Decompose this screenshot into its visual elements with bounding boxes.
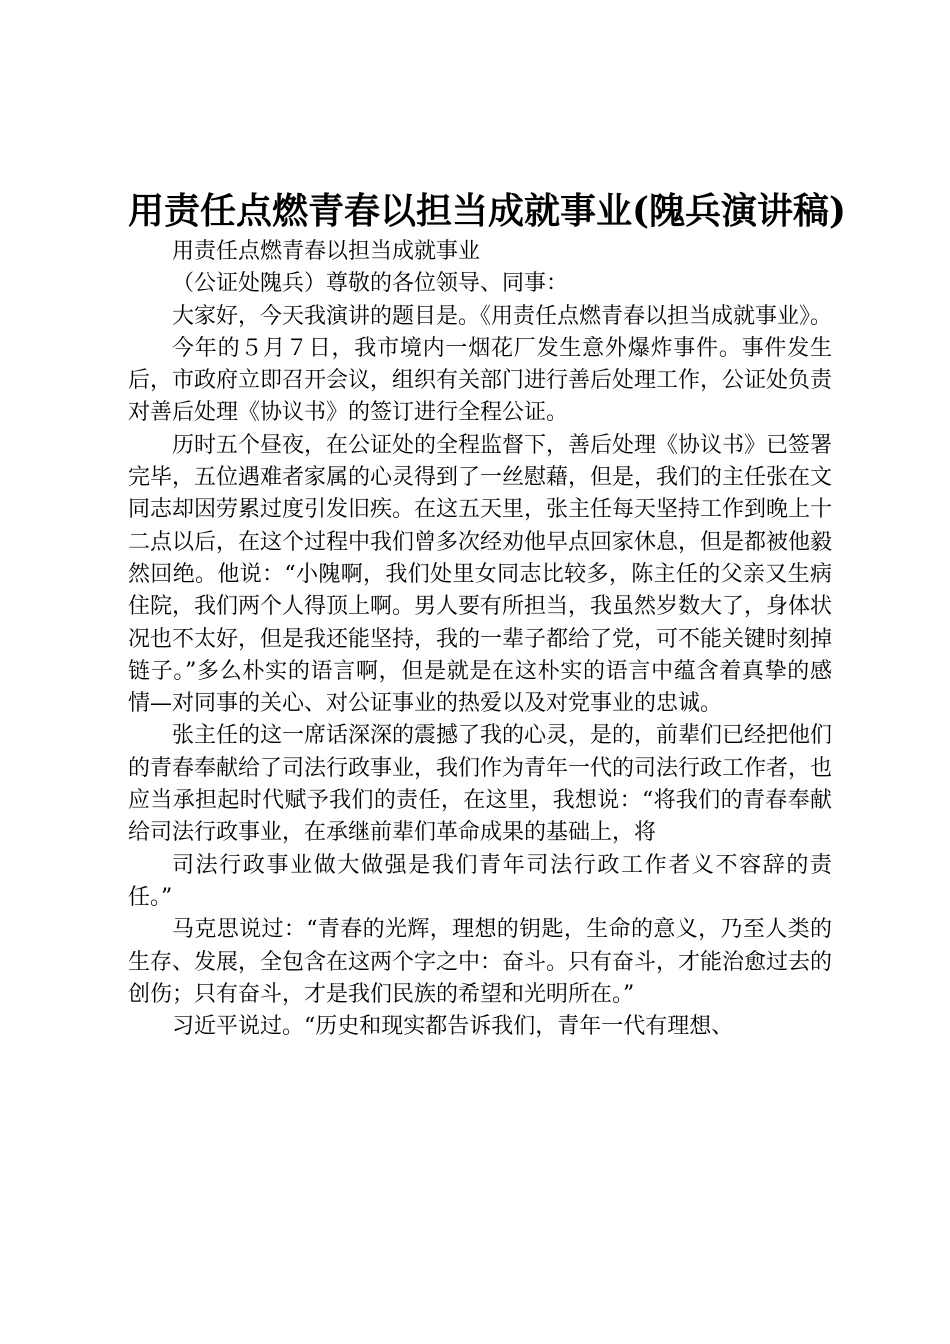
document-body (128, 236, 832, 1043)
paragraph: 马克思说过：“青春的光辉，理想的钥匙，生命的意义，乃至人类的生存、发展，全包含在这两个字之中：奋斗。只有奋斗，才能治愈过去的创伤；只有奋斗，才是我们民族的希望和光明所在。” (128, 917, 833, 1007)
subtitle-line: 用责任点燃青春以担当成就事业 (172, 239, 481, 264)
paragraph: 大家好，今天我演讲的题目是。《用责任点燃青春以担当成就事业》。 (172, 303, 833, 329)
paragraph: 张主任的这一席话深深的震撼了我的心灵，是的，前辈们已经把他们的青春奉献给了司法行政事业，我们作为青年一代的司法行政工作者，也应当承担起时代赋予我们的责任，在这里，我想说：“将我们的青春奉献给司法行政事业，在承继前辈们革命成果的基础上，将 (128, 723, 833, 846)
paragraph: 今年的５月７日，我市境内一烟花厂发生意外爆炸事件。事件发生后，市政府立即召开会议，组织有关部门进行善后处理工作，公证处负责对善后处理《协议书》的签订进行全程公证。 (128, 335, 833, 426)
paragraph: 习近平说过。“历史和现实都告诉我们，青年一代有理想、 (172, 1014, 734, 1040)
paragraph: 司法行政事业做大做强是我们青年司法行政工作者义不容辞的责任。” (128, 852, 832, 910)
document-title: 用责任点燃青春以担当成就事业(隗兵演讲稿) (128, 190, 847, 232)
paragraph: 历时五个昼夜，在公证处的全程监督下，善后处理《协议书》已签署完毕，五位遇难者家属的心灵得到了一丝慰藉，但是，我们的主任张在文同志却因劳累过度引发旧疾。在这五天里，张主任每天坚持工作到晚上十二点以后，在这个过程中我们曾多次经劝他早点回家休息，但是都被他毅然回绝。他说：“小隗啊，我们处里女同志比较多，陈主任的父亲又生病住院，我们两个人得顶上啊。男人要有所担当，我虽然岁数大了，身体状况也不太好，但是我还能坚持，我的一辈子都给了党，可不能关键时刻掉链子。”多么朴实的语言啊，但是就是在这朴实的语言中蕴含着真挚的感情—对同事的关心、对公证事业的热爱以及对党事业的忠诚。 (128, 432, 833, 717)
author-greeting-line: （公证处隗兵）尊敬的各位领导、同事： (172, 271, 569, 297)
